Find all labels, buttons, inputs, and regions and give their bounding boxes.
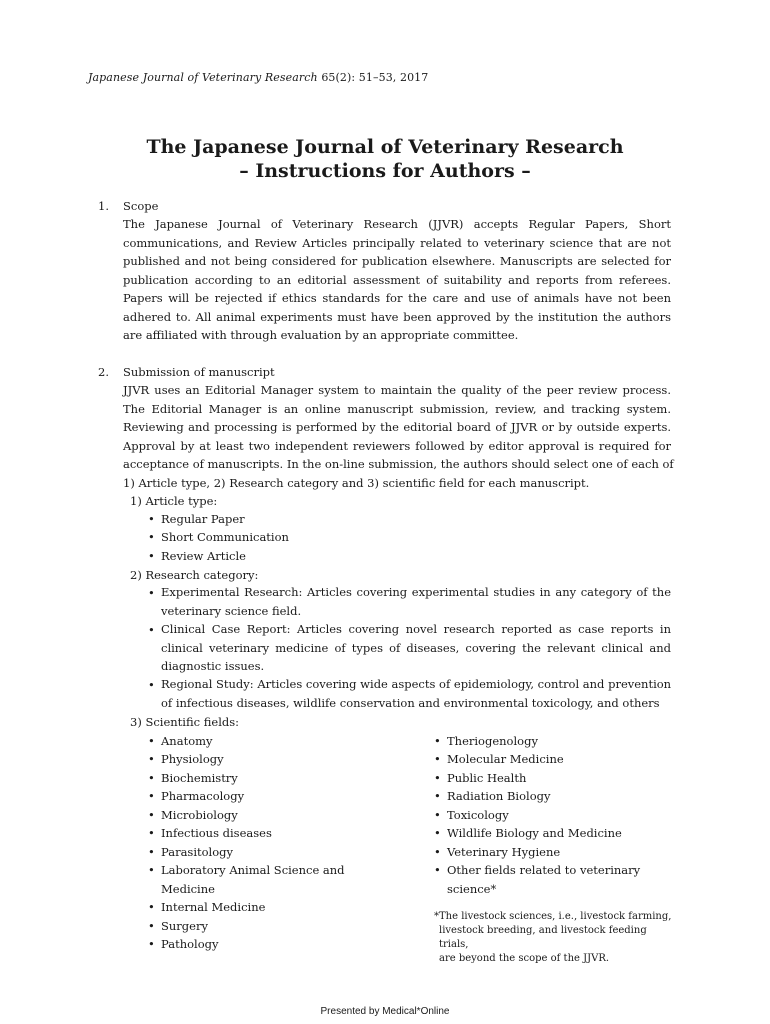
- list-item: • Parasitology: [148, 845, 234, 859]
- list-item: • Internal Medicine: [148, 900, 266, 914]
- list-item: • Theriogenology: [434, 734, 538, 748]
- section-2-number: 2.: [98, 365, 109, 379]
- bullet-icon: •: [434, 789, 441, 803]
- section-2-heading: Submission of manuscript: [123, 365, 275, 379]
- section-1-number: 1.: [98, 199, 109, 213]
- body-line: Approval by at least two independent reviewers followed by editor approval is required for: [123, 438, 671, 453]
- bullet-icon: •: [434, 734, 441, 748]
- title-line-2: – Instructions for Authors –: [239, 160, 531, 182]
- running-head: [88, 71, 428, 84]
- bullet-icon: •: [434, 752, 441, 766]
- bullet-icon: •: [148, 826, 155, 840]
- list-item-continuation: Medicine: [161, 882, 215, 896]
- title-line-1: The Japanese Journal of Veterinary Research: [146, 136, 624, 158]
- bullet-icon: •: [148, 808, 155, 822]
- page-footer: Presented by Medical*Online: [320, 1006, 450, 1017]
- bullet-icon: •: [148, 771, 155, 785]
- section-1-body: [123, 215, 671, 345]
- bullet-icon: •: [148, 937, 155, 951]
- bullet-icon: •: [148, 549, 155, 563]
- bullet-icon: •: [148, 623, 155, 637]
- bullet-icon: •: [148, 512, 155, 526]
- bullet-icon: •: [148, 530, 155, 544]
- list-item: • Regular Paper: [148, 512, 245, 526]
- bullet-icon: •: [148, 678, 155, 692]
- bullet-icon: •: [148, 900, 155, 914]
- scientific-fields-label: 3) Scientific fields:: [130, 715, 240, 729]
- bullet-icon: •: [148, 586, 155, 600]
- bullet-icon: •: [434, 826, 441, 840]
- bullet-icon: •: [434, 808, 441, 822]
- bullet-icon: •: [148, 845, 155, 859]
- list-item: • Public Health: [434, 771, 527, 785]
- list-item: • Molecular Medicine: [434, 752, 564, 766]
- research-category-item: Clinical Case Report: Articles covering novel research reported as case reports in clinical veterinary medicine of types of diseases, covering the relevant clinical and diagnostic issues.: [161, 622, 671, 673]
- bullet-icon: •: [148, 789, 155, 803]
- body-line: publication according to an editorial assessment of suitability and reports from referees.: [123, 272, 671, 287]
- list-item: • Wildlife Biology and Medicine: [434, 826, 622, 840]
- body-line: published and not being considered for publication elsewhere. Manuscripts are selected for: [123, 254, 671, 268]
- list-item: • Anatomy: [148, 734, 213, 748]
- list-item: • Pathology: [148, 937, 219, 951]
- citation: 65(2): 51–53, 2017: [317, 71, 429, 84]
- list-item: • Veterinary Hygiene: [434, 845, 561, 859]
- bullet-icon: •: [434, 845, 441, 859]
- body-line: 1) Article type, 2) Research category and 3) scientific field for each manuscript.: [123, 475, 590, 490]
- list-item: • Microbiology: [148, 808, 238, 822]
- list-item: • Other fields related to veterinary: [434, 863, 641, 877]
- list-item: • Physiology: [148, 752, 224, 766]
- list-item: • Laboratory Animal Science and: [148, 863, 345, 877]
- list-item-continuation: science*: [447, 882, 497, 896]
- bullet-icon: •: [434, 863, 441, 877]
- body-line: The Japanese Journal of Veterinary Research (JJVR) accepts Regular Papers, Short: [123, 217, 671, 231]
- body-line: adhered to. All animal experiments must have been approved by the institution the authors: [123, 309, 671, 324]
- section-1-heading: Scope: [123, 199, 159, 213]
- body-line: Reviewing and processing is performed by the editorial board of JJVR or by outside experts.: [123, 420, 671, 434]
- section-2-body: [123, 381, 674, 492]
- bullet-icon: •: [148, 919, 155, 933]
- body-line: acceptance of manuscripts. In the on-line submission, the authors should select one of each of: [123, 457, 674, 471]
- list-item: • Short Communication: [148, 530, 289, 544]
- bullet-icon: •: [148, 734, 155, 748]
- body-line: communications, and Review Articles principally related to veterinary science that are not: [123, 235, 671, 250]
- body-line: The Editorial Manager is an online manuscript submission, review, and tracking system.: [123, 401, 671, 416]
- body-line: are affiliated with through evaluation by an appropriate committee.: [123, 328, 519, 342]
- list-item: • Toxicology: [434, 808, 509, 822]
- body-line: JJVR uses an Editorial Manager system to maintain the quality of the peer review process.: [123, 383, 671, 397]
- journal-name: Japanese Journal of Veterinary Research: [88, 71, 318, 84]
- list-item: • Biochemistry: [148, 771, 238, 785]
- bullet-icon: •: [148, 863, 155, 877]
- list-item: • Radiation Biology: [434, 789, 551, 803]
- footnote: *The livestock sciences, i.e., livestock farming, livestock breeding, and livestock feeding trials, are beyond the scope of the JJVR.: [434, 911, 672, 964]
- research-category-item: Regional Study: Articles covering wide aspects of epidemiology, control and prevention of infectious diseases, wildlife conservation and environmental toxicology, and others: [161, 677, 672, 710]
- list-item: • Surgery: [148, 919, 208, 933]
- bullet-icon: •: [434, 771, 441, 785]
- research-category-label: 2) Research category:: [130, 568, 259, 582]
- bullet-icon: •: [148, 752, 155, 766]
- list-item: • Review Article: [148, 549, 246, 563]
- research-category-item: Experimental Research: Articles covering experimental studies in any category of the veterinary science field.: [161, 585, 671, 618]
- body-line: Papers will be rejected if ethics standards for the care and use of animals have not been: [123, 291, 671, 305]
- list-item: • Pharmacology: [148, 789, 245, 803]
- list-item: • Infectious diseases: [148, 826, 272, 840]
- article-type-label: 1) Article type:: [130, 494, 218, 508]
